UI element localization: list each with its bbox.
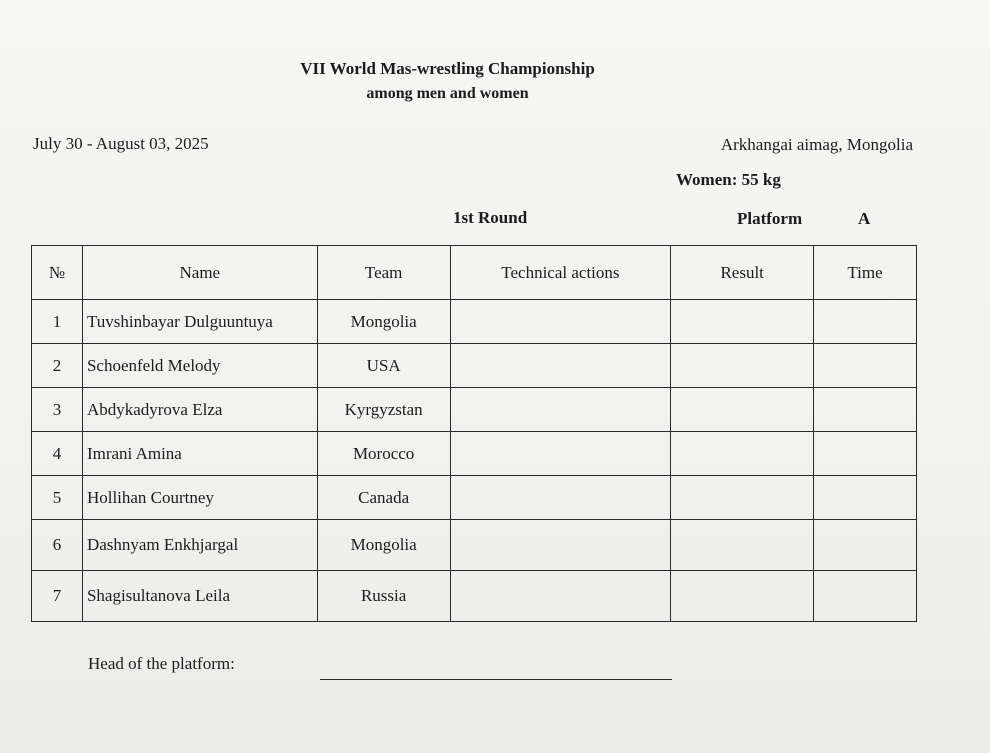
cell-team: USA	[317, 344, 450, 388]
cell-name: Shagisultanova Leila	[82, 571, 317, 622]
column-header-result: Result	[671, 246, 814, 300]
cell-number: 7	[32, 571, 83, 622]
cell-number: 4	[32, 432, 83, 476]
cell-result	[671, 432, 814, 476]
roster-table	[31, 245, 917, 622]
title-block	[0, 58, 895, 105]
cell-result	[671, 344, 814, 388]
platform-value: A	[858, 209, 871, 228]
column-header-technical-actions: Technical actions	[450, 246, 671, 300]
cell-name: Dashnyam Enkhjargal	[82, 520, 317, 571]
cell-result	[671, 520, 814, 571]
cell-number: 6	[32, 520, 83, 571]
cell-result	[671, 571, 814, 622]
cell-result	[671, 300, 814, 344]
cell-result	[671, 476, 814, 520]
document-subtitle: among men and women	[366, 85, 529, 102]
table-row	[32, 571, 917, 622]
cell-technical-actions	[450, 344, 671, 388]
cell-name: Hollihan Courtney	[82, 476, 317, 520]
cell-team: Kyrgyzstan	[317, 388, 450, 432]
cell-technical-actions	[450, 388, 671, 432]
cell-number: 1	[32, 300, 83, 344]
cell-team: Mongolia	[317, 520, 450, 571]
table-header-row	[32, 246, 917, 300]
weight-category: Women: 55 kg	[676, 170, 781, 189]
head-of-platform-label: Head of the platform:	[88, 654, 235, 673]
cell-technical-actions	[450, 520, 671, 571]
cell-time	[814, 344, 917, 388]
cell-time	[814, 476, 917, 520]
cell-technical-actions	[450, 300, 671, 344]
platform-label: Platform	[737, 209, 803, 228]
event-location: Arkhangai aimag, Mongolia	[720, 135, 913, 154]
cell-team: Canada	[317, 476, 450, 520]
signature-line	[320, 679, 672, 680]
column-header-name: Name	[82, 246, 317, 300]
cell-team: Mongolia	[317, 300, 450, 344]
cell-result	[671, 388, 814, 432]
event-dates: July 30 - August 03, 2025	[33, 134, 209, 153]
table-row	[32, 520, 917, 571]
column-header-team: Team	[317, 246, 450, 300]
cell-technical-actions	[450, 432, 671, 476]
table-row	[32, 388, 917, 432]
cell-number: 2	[32, 344, 83, 388]
column-header-time: Time	[814, 246, 917, 300]
cell-number: 5	[32, 476, 83, 520]
table-row	[32, 432, 917, 476]
table-row	[32, 344, 917, 388]
round-label: 1st Round	[453, 208, 528, 227]
cell-time	[814, 300, 917, 344]
table-row	[32, 300, 917, 344]
cell-name: Imrani Amina	[82, 432, 317, 476]
cell-time	[814, 520, 917, 571]
column-header-number: №	[32, 246, 83, 300]
cell-technical-actions	[450, 571, 671, 622]
cell-technical-actions	[450, 476, 671, 520]
cell-team: Morocco	[317, 432, 450, 476]
cell-time	[814, 571, 917, 622]
cell-time	[814, 388, 917, 432]
cell-team: Russia	[317, 571, 450, 622]
cell-name: Abdykadyrova Elza	[82, 388, 317, 432]
table-row	[32, 476, 917, 520]
cell-time	[814, 432, 917, 476]
cell-name: Tuvshinbayar Dulguuntuya	[82, 300, 317, 344]
cell-name: Schoenfeld Melody	[82, 344, 317, 388]
document-title: VII World Mas-wrestling Championship	[300, 59, 595, 78]
cell-number: 3	[32, 388, 83, 432]
